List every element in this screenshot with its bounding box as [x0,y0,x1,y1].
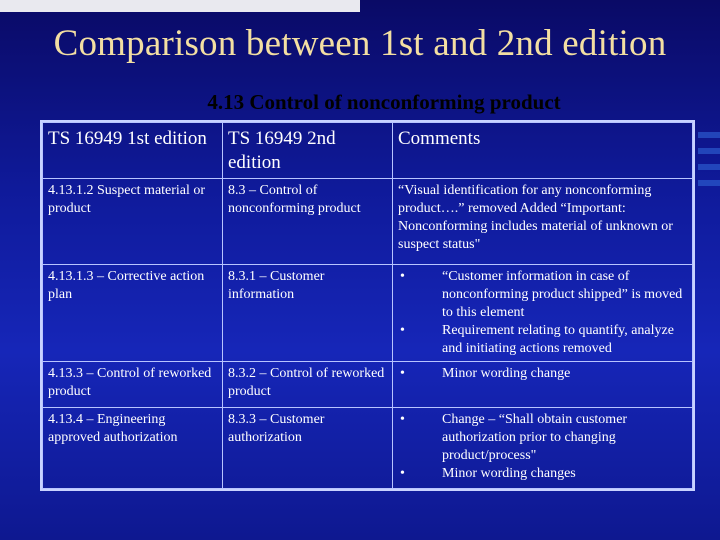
table-cell: 8.3.3 – Customer authorization [223,408,393,489]
bullet-glyph: • [400,412,405,427]
table-cell: 4.13.3 – Control of reworked product [43,362,223,408]
bullet-glyph: • [400,366,405,381]
table-cell: 8.3 – Control of nonconforming product [223,179,393,265]
bullet-item [398,411,687,465]
bullet-text: Minor wording change [442,366,571,381]
bullet-glyph: • [400,269,405,284]
comment-cell: “Visual identification for any nonconforming product….” removed Added “Important: Nonconforming includes material of unknown or suspect status" [393,179,693,265]
slide-title: Comparison between 1st and 2nd edition [53,23,667,64]
table-cell: 4.13.1.2 Suspect material or product [43,179,223,265]
bullet-item [398,465,687,483]
table-row [43,179,693,265]
table-header-row [43,123,693,179]
slide-subtitle: 4.13 Control of nonconforming product [207,90,561,114]
bullet-item [398,322,687,358]
bullet-item [398,268,687,322]
bullet-text: Change – “Shall obtain customer authorization prior to changing product/process" [442,412,628,463]
bullet-text: Requirement relating to quantify, analyze and initiating actions removed [442,323,674,356]
comment-cell [393,408,693,489]
header-cell: Comments [393,123,693,179]
top-decorative-bar [0,0,360,12]
right-stripe [698,164,720,170]
table-cell: 4.13.4 – Engineering approved authorization [43,408,223,489]
comment-cell [393,362,693,408]
bullet-glyph: • [400,323,405,338]
table-cell: 8.3.1 – Customer information [223,265,393,362]
bullet-glyph: • [400,466,405,481]
bullet-text: “Customer information in case of nonconforming product shipped” is moved to this element [442,269,683,320]
comment-cell [393,265,693,362]
bullet-item [398,365,687,383]
bullet-text: Minor wording changes [442,466,576,481]
comparison-table [40,120,695,491]
table-row [43,265,693,362]
table-row [43,362,693,408]
table-cell: 4.13.1.3 – Corrective action plan [43,265,223,362]
right-stripe [698,180,720,186]
table-row [43,408,693,489]
right-stripe [698,132,720,138]
table-cell: 8.3.2 – Control of reworked product [223,362,393,408]
right-stripe [698,148,720,154]
header-cell: TS 16949 2nd edition [223,123,393,179]
header-cell: TS 16949 1st edition [43,123,223,179]
